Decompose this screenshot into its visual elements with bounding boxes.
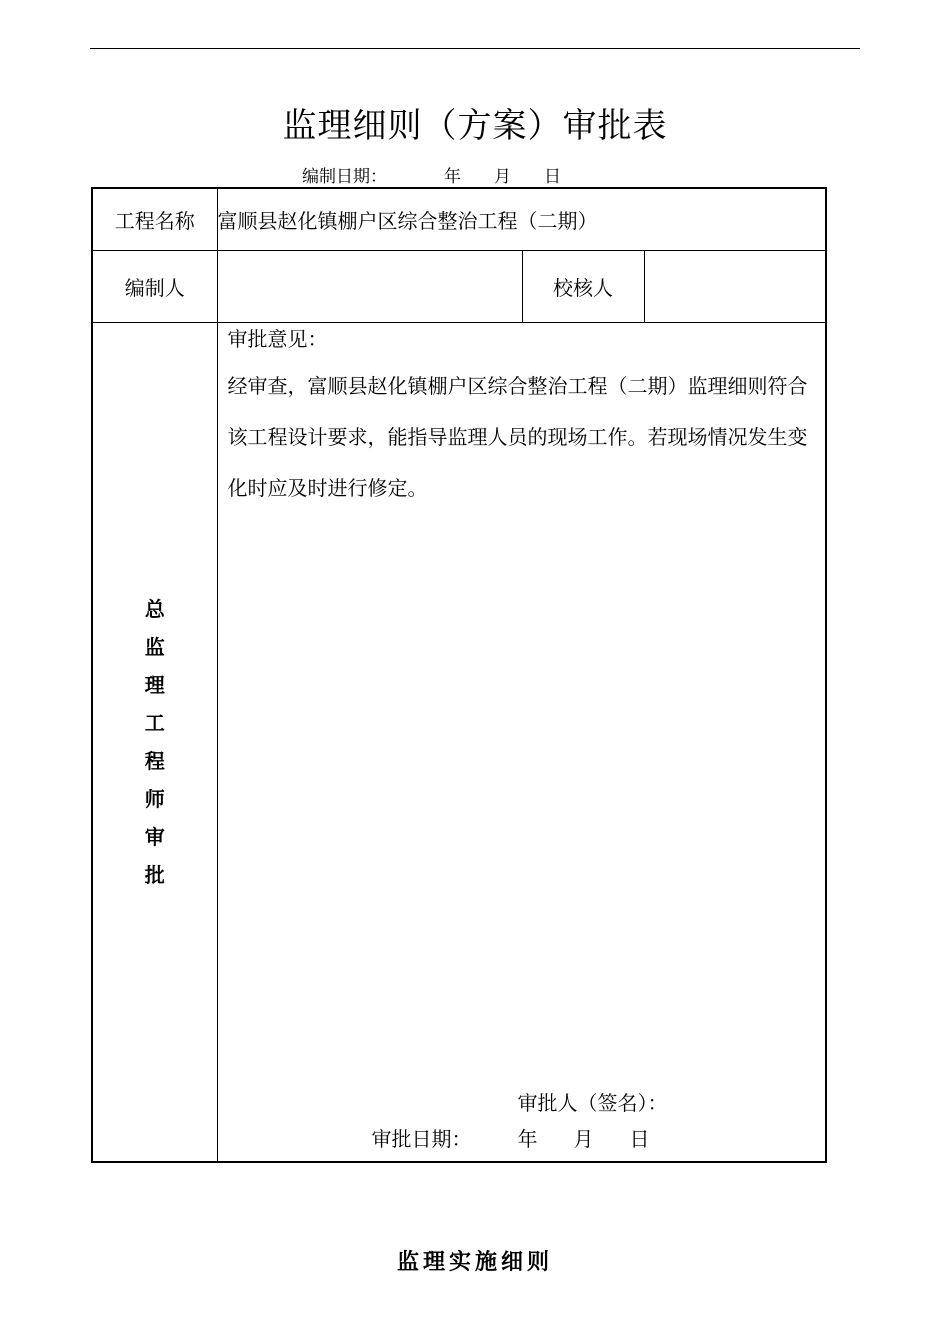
compiler-label: 编制人: [92, 250, 217, 322]
approval-opinion-cell[interactable]: [217, 322, 826, 1162]
compile-date-label: 编制日期：: [302, 167, 387, 187]
staff-row: [92, 250, 826, 322]
approve-date-month: 月: [573, 1126, 594, 1151]
chief-engineer-approval-label: [92, 322, 217, 1162]
opinion-heading: 审批意见：: [227, 326, 328, 351]
checker-field[interactable]: [644, 250, 826, 322]
document-title: 监理细则（方案）审批表: [282, 106, 668, 146]
header-rule: [90, 48, 860, 49]
approver-signature-label: 审批人（签名）：: [517, 1090, 668, 1115]
vertical-label-text: 总监理工程师审批: [144, 596, 165, 887]
compile-date-year: 年: [444, 167, 461, 187]
approve-date-year: 年: [517, 1126, 538, 1151]
compile-date-day: 日: [544, 167, 561, 187]
footer-title: 监理实施细则: [396, 1250, 553, 1275]
opinion-text: 经审查，富顺县赵化镇棚户区综合整治工程（二期）监理细则符合该工程设计要求，能指导监理人员的现场工作。若现场情况发生变化时应及时进行修定。: [227, 373, 808, 500]
approve-date-label: 审批日期：: [371, 1126, 472, 1151]
compiler-field[interactable]: [217, 250, 522, 322]
checker-label: 校核人: [522, 250, 644, 322]
project-name-label: 工程名称: [92, 188, 217, 250]
approval-row: [92, 322, 826, 1162]
approval-form-table: [91, 187, 827, 1163]
project-name-row: [92, 188, 826, 250]
project-name-value: 富顺县赵化镇棚户区综合整治工程（二期）: [217, 188, 826, 250]
approve-date-line: [372, 1123, 650, 1155]
approve-date-day: 日: [629, 1126, 650, 1151]
compile-date-line: [302, 165, 561, 189]
compile-date-month: 月: [494, 167, 511, 187]
